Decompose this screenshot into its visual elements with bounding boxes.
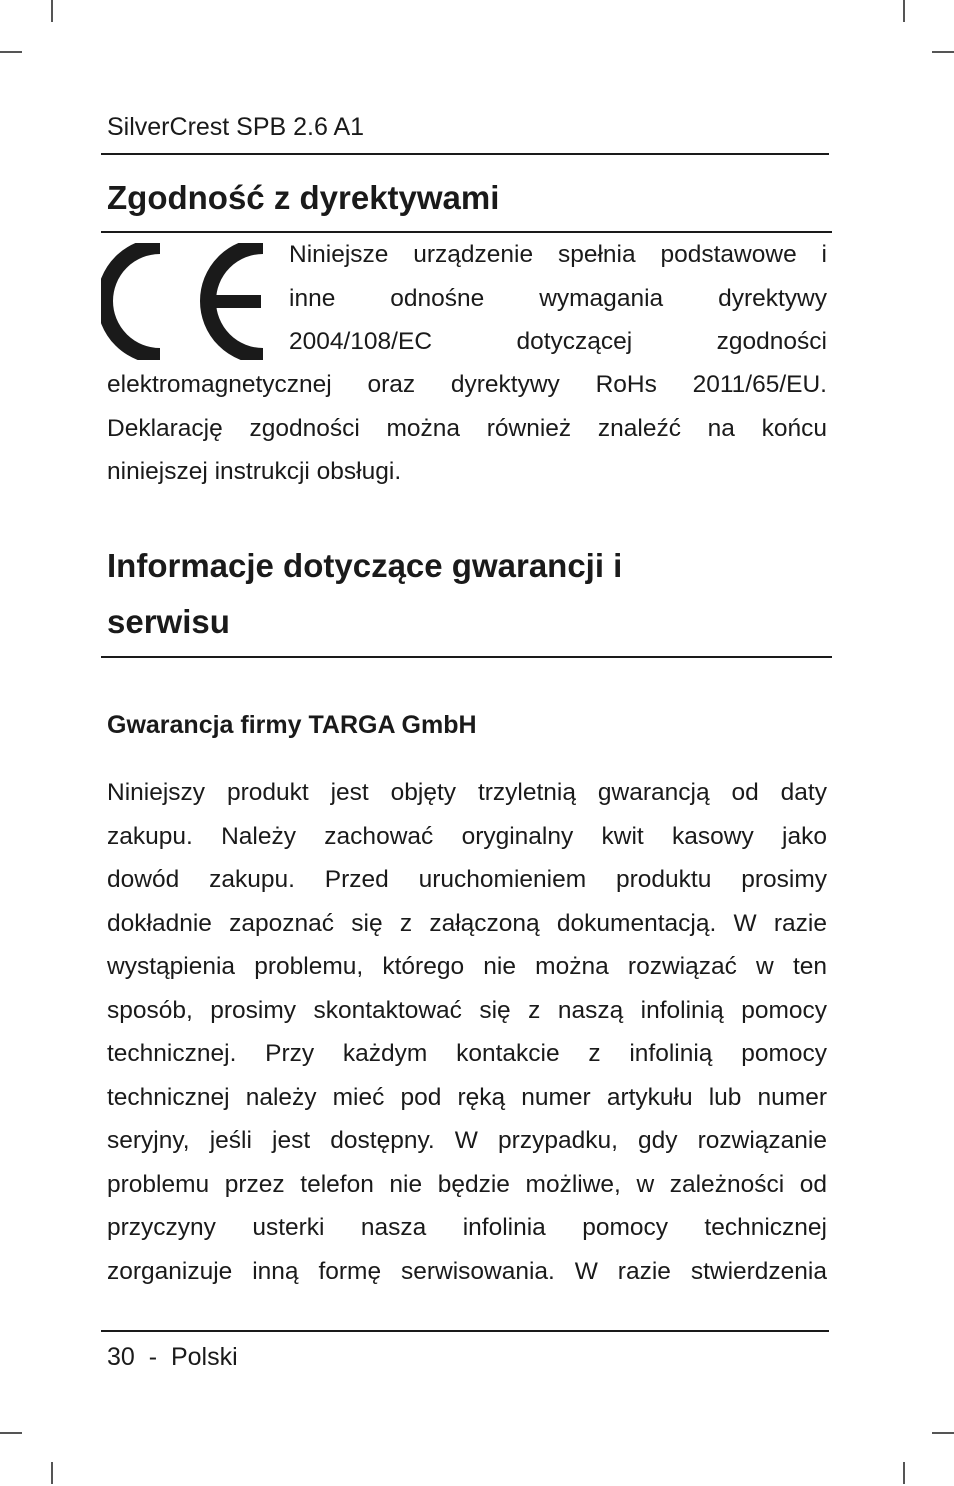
- header-rule: [101, 153, 829, 155]
- crop-mark: [51, 1462, 53, 1484]
- heading-line: serwisu: [107, 603, 230, 640]
- crop-mark: [51, 0, 53, 22]
- text-line: Niniejsze urządzenie spełnia podstawowe i: [289, 241, 827, 268]
- section-heading-warranty: [107, 538, 827, 650]
- text-line: inne odnośne wymagania dyrektywy: [289, 284, 827, 312]
- text-line: wystąpienia problemu, którego nie można rozwiązać w ten: [107, 953, 827, 980]
- footer-rule: [101, 1330, 829, 1332]
- text-line: seryjny, jeśli jest dostępny. W przypadku, gdy rozwiązanie: [107, 1127, 827, 1154]
- text-line: dokładnie zapoznać się z załączoną dokumentacją. W razie: [107, 909, 827, 937]
- text-line: technicznej. Przy każdym kontakcie z infolinią pomocy: [107, 1040, 827, 1067]
- text-line: problemu przez telefon nie będzie możliwe, w zależności od: [107, 1170, 827, 1198]
- text-line: niniejszej instrukcji obsługi.: [107, 458, 402, 485]
- crop-mark: [0, 1432, 22, 1434]
- crop-mark: [932, 51, 954, 53]
- ce-mark-icon: [101, 243, 267, 360]
- text-line: przyczyny usterki nasza infolinia pomocy technicznej: [107, 1214, 827, 1241]
- compliance-text-beside-logo: [289, 233, 827, 364]
- compliance-text: [107, 363, 827, 494]
- heading-line: Informacje dotyczące gwarancji i: [107, 547, 623, 584]
- warranty-text: [107, 771, 827, 1293]
- crop-mark: [932, 1432, 954, 1434]
- page-number: 30: [107, 1343, 135, 1371]
- text-line: elektromagnetycznej oraz dyrektywy RoHs 2011/65/EU.: [107, 371, 827, 398]
- text-line: zorganizuje inną formę serwisowania. W razie stwierdzenia: [107, 1257, 827, 1285]
- crop-mark: [903, 0, 905, 22]
- section-heading-compliance: Zgodność z dyrektywami: [107, 179, 500, 216]
- section-rule: [101, 656, 832, 658]
- footer-language: Polski: [170, 1343, 238, 1371]
- text-line: Deklarację zgodności można również znaleźć na końcu: [107, 414, 827, 442]
- footer-separator: -: [148, 1343, 158, 1371]
- text-line: zakupu. Należy zachować oryginalny kwit kasowy jako: [107, 822, 827, 850]
- running-header: SilverCrest SPB 2.6 A1: [107, 113, 365, 141]
- text-line: dowód zakupu. Przed uruchomieniem produktu prosimy: [107, 866, 827, 893]
- text-line: Niniejszy produkt jest objęty trzyletnią gwarancją od daty: [107, 779, 827, 806]
- crop-mark: [903, 1462, 905, 1484]
- text-line: 2004/108/EC dotyczącej zgodności: [289, 328, 827, 355]
- text-line: sposób, prosimy skontaktować się z naszą infolinią pomocy: [107, 996, 827, 1024]
- crop-mark: [0, 51, 22, 53]
- subheading-targa-warranty: Gwarancja firmy TARGA GmbH: [107, 711, 477, 739]
- page-footer: [107, 1340, 238, 1374]
- text-line: technicznej należy mieć pod ręką numer artykułu lub numer: [107, 1083, 827, 1111]
